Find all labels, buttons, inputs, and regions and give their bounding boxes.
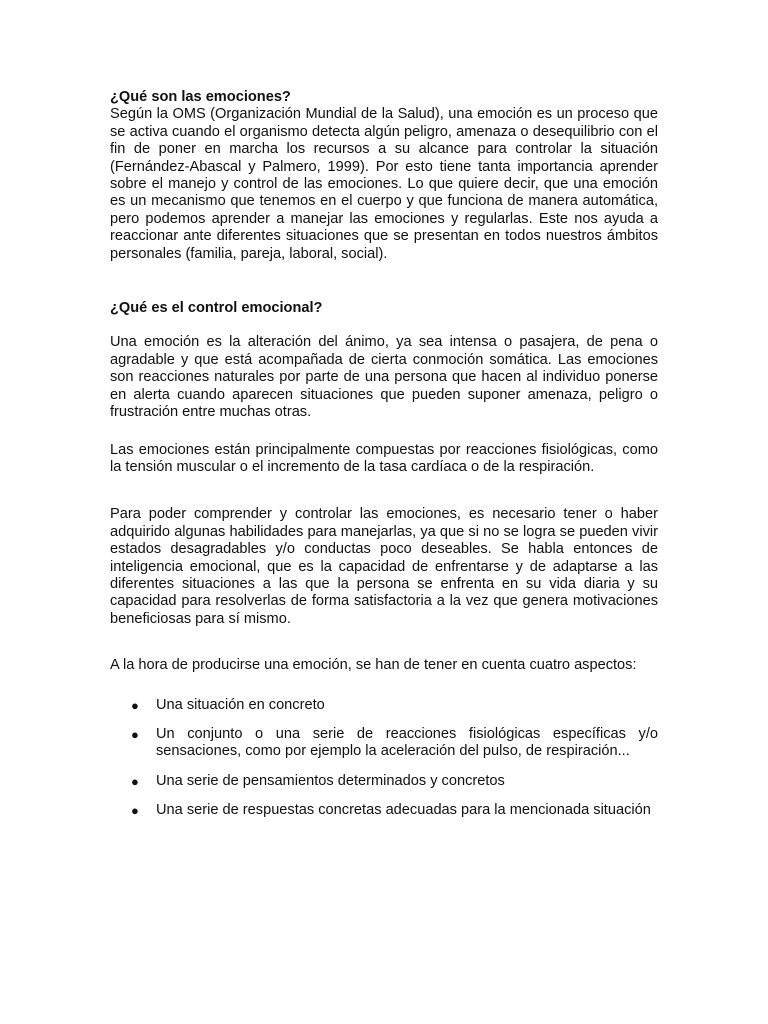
bullet-icon: ● <box>131 726 139 742</box>
list-item <box>110 726 658 761</box>
bullet-icon: ● <box>131 697 139 713</box>
paragraph-cuatro-aspectos: A la hora de producirse una emoción, se han de tener en cuenta cuatro aspectos: <box>110 657 637 674</box>
section-heading-control-emocional: ¿Qué es el control emocional? <box>110 300 323 317</box>
list-item <box>110 773 658 790</box>
paragraph-definicion-oms: Según la OMS (Organización Mundial de la Salud), una emoción es un proceso que se activa cuando el organismo detecta algún peligro, amenaza o desequilibrio con el fin de poner en marcha los recursos a su alcance para controlar la situación (Fernández-Abascal y Palmero, 1999). Por esto tiene tanta importancia aprender sobre el manejo y control de las emociones. Lo que quiere decir, que una emoción es un mecanismo que tenemos en el cuerpo y que funciona de manera automática, pero podemos aprender a manejar las emociones y regularlas. Este nos ayuda a reaccionar ante diferentes situaciones que se presentan en todos nuestros ámbitos personales (familia, pareja, laboral, social). <box>110 106 658 262</box>
list-item-text: Una serie de respuestas concretas adecuadas para la mencionada situación <box>156 802 651 819</box>
paragraph-alteracion-animo: Una emoción es la alteración del ánimo, ya sea intensa o pasajera, de pena o agradable y que está acompañada de cierta conmoción somática. Las emociones son reacciones naturales por parte de una persona que hacen al individuo ponerse en alerta cuando aparecen situaciones que pueden suponer amenaza, peligro o frustración entre muchas otras. <box>110 334 658 421</box>
list-item-text: Una serie de pensamientos determinados y concretos <box>156 772 505 789</box>
aspects-list <box>110 697 658 820</box>
list-item-text: Una situación en concreto <box>156 696 325 713</box>
bullet-icon: ● <box>131 773 139 789</box>
paragraph-inteligencia-emocional: Para poder comprender y controlar las emociones, es necesario tener o haber adquirido algunas habilidades para manejarlas, ya que si no se logra se pueden vivir estados desagradables y/o conductas poco deseables. Se habla entonces de inteligencia emocional, que es la capacidad de enfrentarse y de adaptarse a las diferentes situaciones a las que la persona se enfrenta en su vida diaria y su capacidad para resolverlas de forma satisfactoria a la vez que genera motivaciones beneficiosas para sí mismo. <box>110 506 658 627</box>
list-item <box>110 802 658 819</box>
list-item <box>110 697 658 714</box>
document-page <box>110 89 658 832</box>
section-heading-emociones: ¿Qué son las emociones? <box>110 89 291 105</box>
paragraph-reacciones-fisiologicas: Las emociones están principalmente compuestas por reacciones fisiológicas, como la tensión muscular o el incremento de la tasa cardíaca o de la respiración. <box>110 441 658 475</box>
list-item-text: Un conjunto o una serie de reacciones fisiológicas específicas y/o sensaciones, como por ejemplo la aceleración del pulso, de respiración... <box>156 725 658 760</box>
bullet-icon: ● <box>131 803 139 819</box>
